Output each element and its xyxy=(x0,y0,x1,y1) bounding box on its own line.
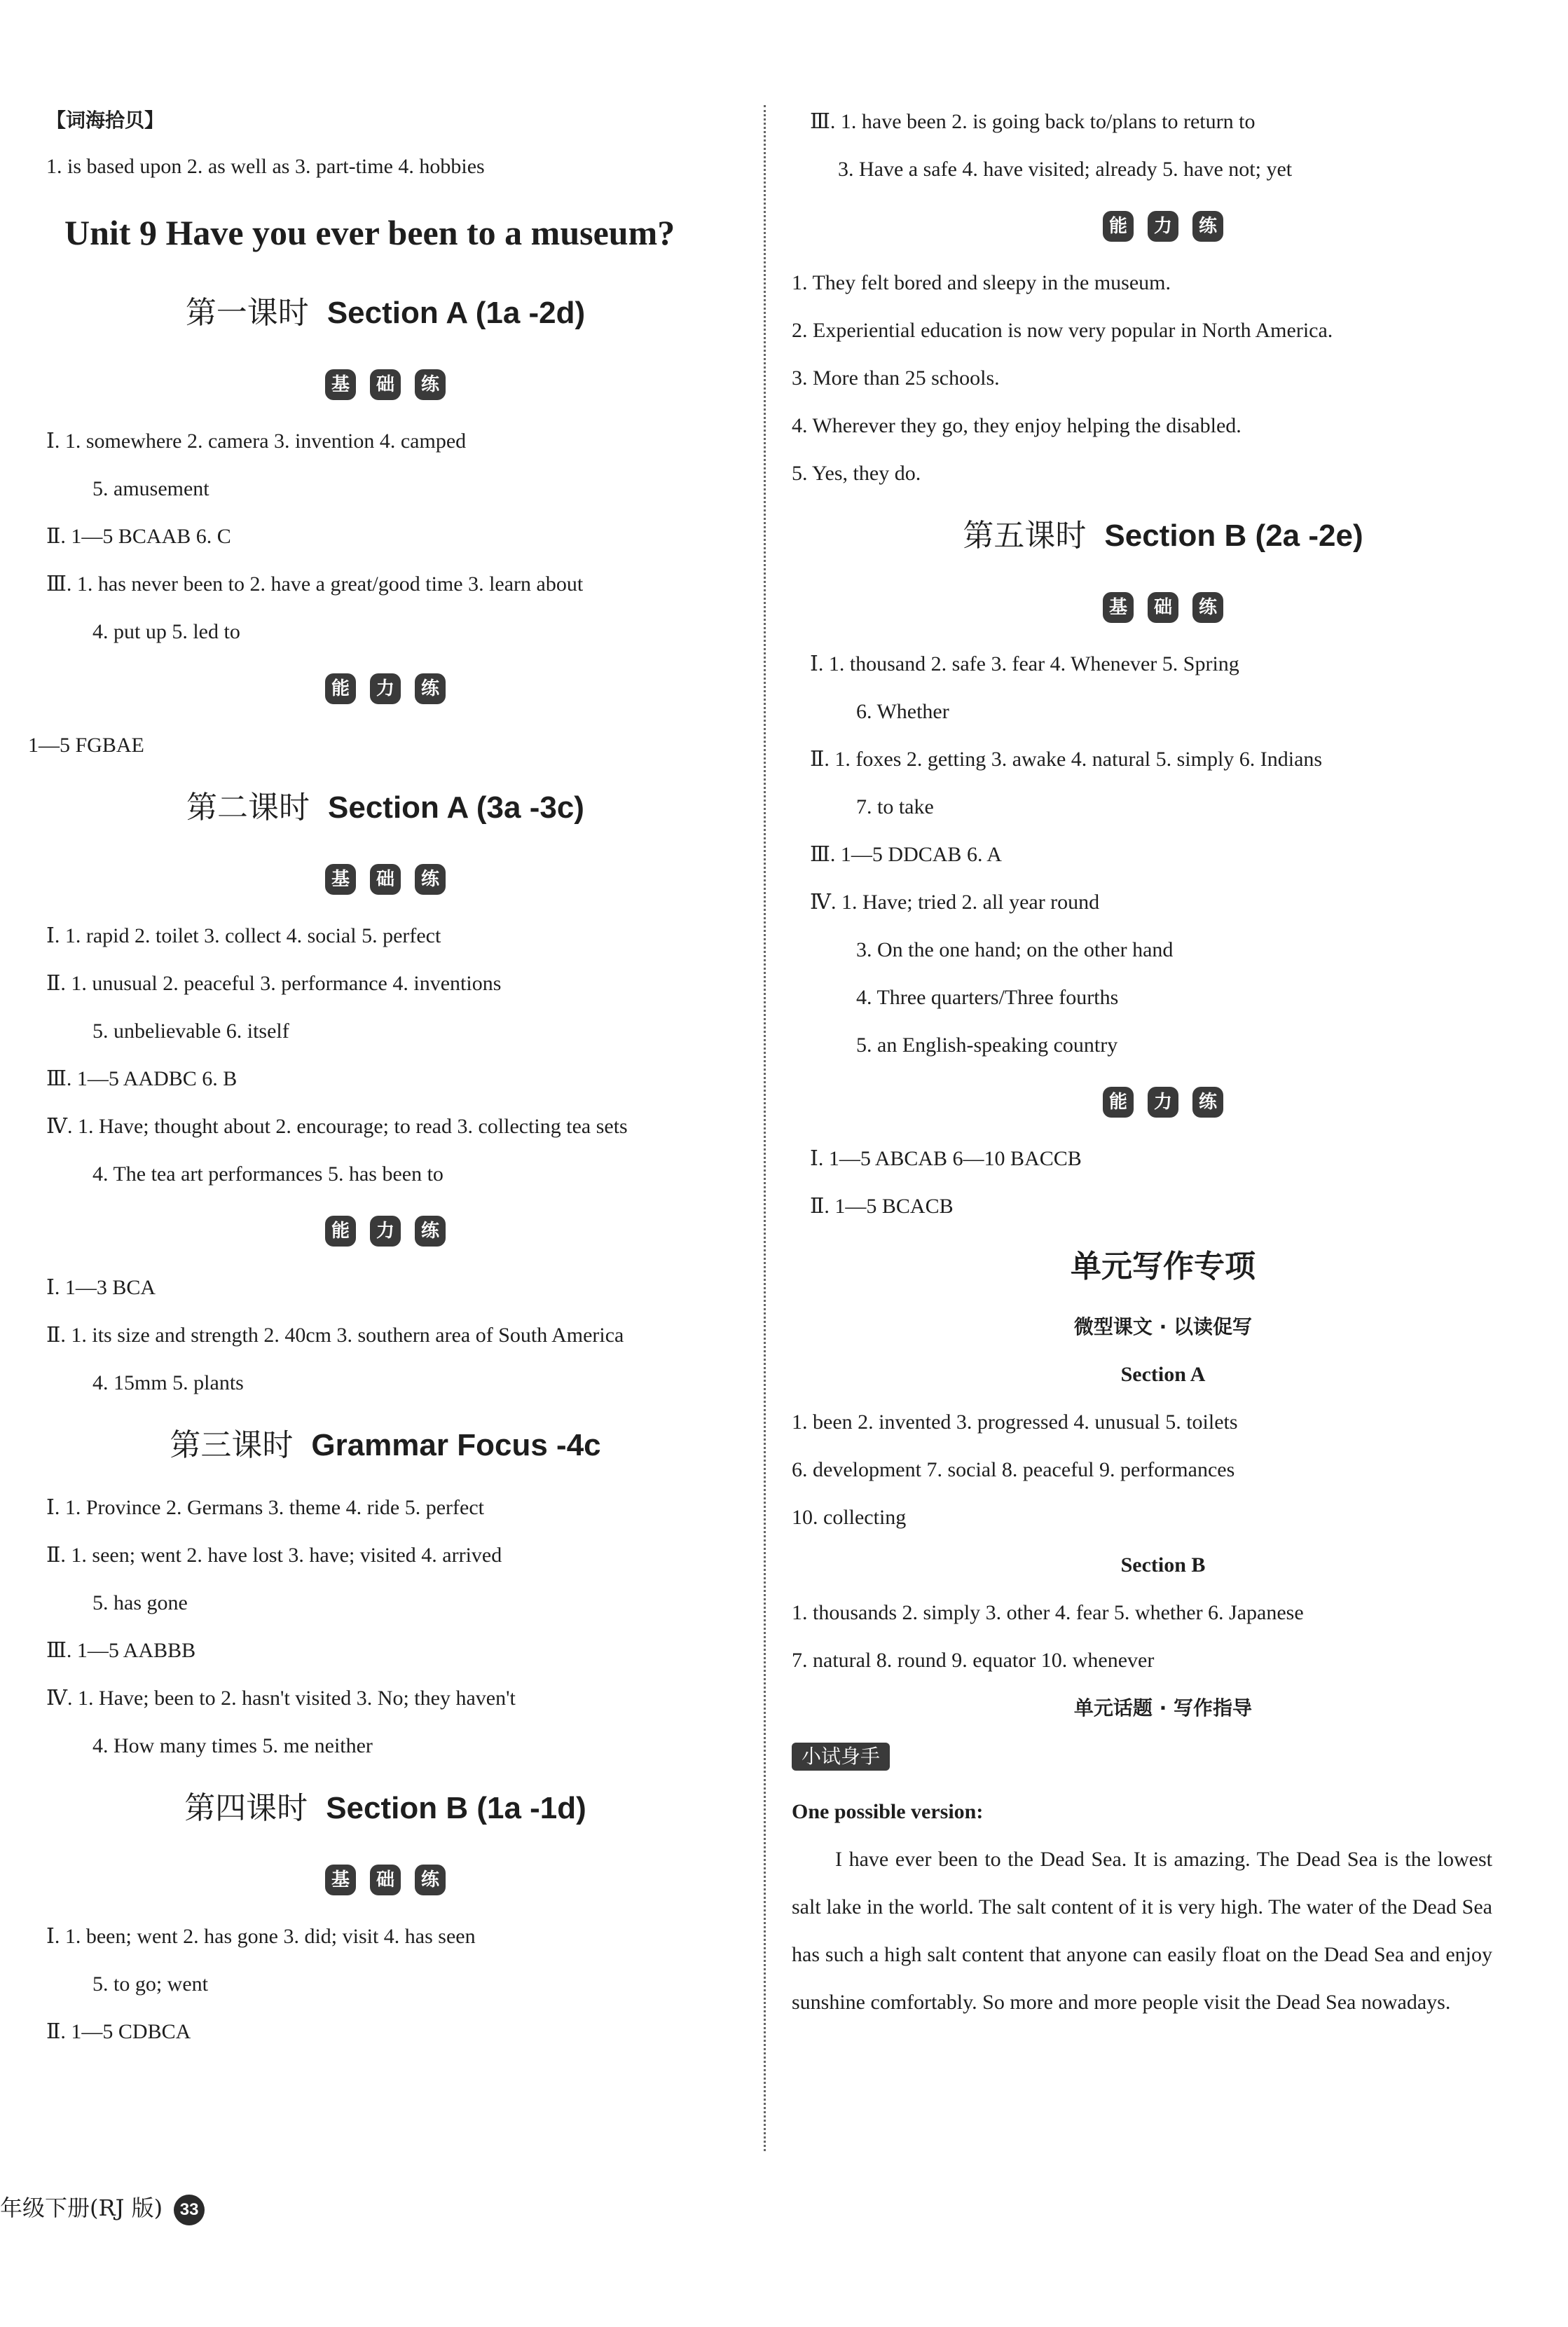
badge-char: 练 xyxy=(1192,211,1223,242)
answer-line: Ⅰ. 1—3 BCA xyxy=(46,1276,156,1299)
answer-line: 1. thousands 2. simply 3. other 4. fear 5. whether 6. Japanese xyxy=(792,1601,1304,1624)
lesson-2-en: Section A (3a -3c) xyxy=(328,790,584,825)
answer-line: Ⅰ. 1. somewhere 2. camera 3. invention 4. camped xyxy=(46,430,467,453)
answer-line: 4. put up 5. led to xyxy=(92,620,240,643)
badge-char: 练 xyxy=(415,369,446,400)
answer-line: Ⅳ. 1. Have; been to 2. hasn't visited 3. No; they haven't xyxy=(46,1687,516,1710)
answer-line: 4. 15mm 5. plants xyxy=(92,1371,244,1394)
left-column xyxy=(28,98,743,2056)
badge-char: 能 xyxy=(1103,211,1134,242)
version-label: One possible version: xyxy=(792,1800,984,1823)
badge-char: 力 xyxy=(370,1216,401,1247)
badge-char: 练 xyxy=(1192,1087,1223,1118)
basic-practice-badge xyxy=(28,1847,743,1913)
lesson-2-cn: 第二课时 xyxy=(186,790,310,825)
ability-practice-badge xyxy=(28,656,743,722)
badge-char: 练 xyxy=(415,1216,446,1247)
lesson-1-en: Section A (1a -2d) xyxy=(326,296,586,330)
answer-line: 7. natural 8. round 9. equator 10. whenever xyxy=(792,1649,1155,1672)
lesson-4-en: Section B (1a -1d) xyxy=(326,1791,586,1825)
answer-line: 5. amusement xyxy=(92,477,209,500)
page-footer xyxy=(0,2190,205,2225)
basic-practice-badge xyxy=(28,846,743,912)
answer-line: Ⅲ. 1—5 DDCAB 6. A xyxy=(810,843,1002,866)
answer-line: Ⅱ. 1—5 CDBCA xyxy=(46,2020,191,2043)
sample-paragraph: I have ever been to the Dead Sea. It is amazing. The Dead Sea is the lowest salt lake in the world. The salt content of it is very high. The water of the Dead Sea has such a high salt content that anyone can easily float on the Dead Sea and enjoy sunshine comfortably. So more and more people visit the Dead Sea nowadays. xyxy=(792,1848,1492,2014)
answer-line: 3. More than 25 schools. xyxy=(792,366,1000,390)
answer-line: 7. to take xyxy=(856,795,934,818)
basic-practice-badge xyxy=(792,575,1534,640)
answer-line: Ⅲ. 1. have been 2. is going back to/plans to return to xyxy=(810,110,1256,133)
basic-practice-badge xyxy=(28,352,743,418)
column-divider xyxy=(764,105,766,2151)
badge-char: 力 xyxy=(370,673,401,704)
answer-line: Ⅰ. 1. thousand 2. safe 3. fear 4. Whenever 5. Spring xyxy=(810,652,1239,675)
answer-line: 4. The tea art performances 5. has been to xyxy=(92,1162,443,1186)
answer-line: Ⅰ. 1. Province 2. Germans 3. theme 4. ride 5. perfect xyxy=(46,1496,484,1519)
page-number: 33 xyxy=(174,2195,205,2225)
badge-char: 练 xyxy=(415,673,446,704)
badge-char: 基 xyxy=(325,1865,356,1895)
ability-practice-badge xyxy=(792,1069,1534,1135)
lesson-3-cn: 第三课时 xyxy=(170,1427,294,1463)
lesson-3-title xyxy=(28,1407,743,1484)
answer-line: 4. How many times 5. me neither xyxy=(92,1734,373,1757)
answer-line: Ⅳ. 1. Have; thought about 2. encourage; to read 3. collecting tea sets xyxy=(46,1115,628,1138)
answer-line: 5. unbelievable 6. itself xyxy=(92,1020,289,1043)
section-a-label: Section A xyxy=(1120,1363,1206,1386)
answer-line: 4. Three quarters/Three fourths xyxy=(856,986,1119,1009)
badge-char: 础 xyxy=(1148,592,1178,623)
answer-line: Ⅲ. 1. has never been to 2. have a great/good time 3. learn about xyxy=(46,572,584,596)
answer-line: Ⅰ. 1. been; went 2. has gone 3. did; visit 4. has seen xyxy=(46,1925,476,1948)
lesson-5-en: Section B (2a -2e) xyxy=(1104,519,1363,553)
badge-char: 础 xyxy=(370,369,401,400)
badge-char: 基 xyxy=(1103,592,1134,623)
writing-sub1: 微型课文 · 以读促写 xyxy=(1073,1315,1253,1338)
lesson-5-title xyxy=(792,497,1534,575)
answer-line: 1. been 2. invented 3. progressed 4. unusual 5. toilets xyxy=(792,1410,1238,1434)
answer-line: Ⅱ. 1—5 BCACB xyxy=(810,1195,954,1218)
answer-line: Ⅰ. 1. rapid 2. toilet 3. collect 4. social 5. perfect xyxy=(46,924,441,947)
answer-line: 1. They felt bored and sleepy in the museum. xyxy=(792,271,1171,294)
lesson-5-cn: 第五课时 xyxy=(963,518,1087,554)
writing-sub2: 单元话题 · 写作指导 xyxy=(1073,1696,1253,1719)
answer-line: 3. On the one hand; on the other hand xyxy=(856,938,1174,961)
footer-text: 年级下册(RJ 版) xyxy=(0,2195,163,2221)
lesson-3-en: Grammar Focus -4c xyxy=(311,1428,601,1462)
vocab-title: 【词海拾贝】 xyxy=(46,109,165,131)
answer-line: 3. Have a safe 4. have visited; already 5. have not; yet xyxy=(838,158,1293,181)
lesson-1-title xyxy=(28,275,743,352)
badge-char: 力 xyxy=(1148,1087,1178,1118)
answer-line: Ⅱ. 1. unusual 2. peaceful 3. performance 4. inventions xyxy=(46,972,502,995)
badge-char: 练 xyxy=(415,864,446,895)
answer-line: Ⅱ. 1. seen; went 2. have lost 3. have; visited 4. arrived xyxy=(46,1544,502,1567)
answer-line: Ⅳ. 1. Have; tried 2. all year round xyxy=(810,891,1100,914)
section-b-label: Section B xyxy=(1120,1553,1206,1577)
answer-line: 10. collecting xyxy=(792,1506,907,1529)
badge-char: 基 xyxy=(325,369,356,400)
answer-line: 6. Whether xyxy=(856,700,949,723)
lesson-1-cn: 第一课时 xyxy=(185,295,309,331)
answer-line: Ⅲ. 1—5 AABBB xyxy=(46,1639,196,1662)
lesson-2-title xyxy=(28,769,743,846)
answer-line: 1—5 FGBAE xyxy=(28,734,144,757)
answer-line: Ⅱ. 1—5 BCAAB 6. C xyxy=(46,525,231,548)
tag-row xyxy=(792,1732,1534,1788)
badge-char: 基 xyxy=(325,864,356,895)
answer-line: 4. Wherever they go, they enjoy helping the disabled. xyxy=(792,414,1242,437)
vocab-answers: 1. is based upon 2. as well as 3. part-time 4. hobbies xyxy=(46,155,485,178)
answer-line: Ⅲ. 1—5 AADBC 6. B xyxy=(46,1067,238,1090)
answer-line: Ⅱ. 1. foxes 2. getting 3. awake 4. natural 5. simply 6. Indians xyxy=(810,748,1323,771)
answer-line: 5. to go; went xyxy=(92,1972,208,1996)
badge-char: 能 xyxy=(325,1216,356,1247)
answer-line: 5. an English-speaking country xyxy=(856,1034,1118,1057)
answer-line: 6. development 7. social 8. peaceful 9. performances xyxy=(792,1458,1235,1481)
answer-line: Ⅱ. 1. its size and strength 2. 40cm 3. southern area of South America xyxy=(46,1324,624,1347)
badge-char: 能 xyxy=(1103,1087,1134,1118)
lesson-4-cn: 第四课时 xyxy=(184,1790,308,1826)
lesson-4-title xyxy=(28,1770,743,1847)
answer-line: Ⅰ. 1—5 ABCAB 6—10 BACCB xyxy=(810,1147,1082,1170)
badge-char: 力 xyxy=(1148,211,1178,242)
try-it-tag: 小试身手 xyxy=(792,1743,890,1771)
answer-line: 5. has gone xyxy=(92,1591,188,1614)
badge-char: 练 xyxy=(1192,592,1223,623)
badge-char: 练 xyxy=(415,1865,446,1895)
badge-char: 础 xyxy=(370,864,401,895)
ability-practice-badge xyxy=(792,193,1534,259)
answer-line: 2. Experiential education is now very popular in North America. xyxy=(792,319,1333,342)
writing-title: 单元写作专项 xyxy=(1071,1249,1256,1284)
badge-char: 础 xyxy=(370,1865,401,1895)
unit-title: Unit 9 Have you ever been to a museum? xyxy=(64,213,675,252)
ability-practice-badge xyxy=(28,1198,743,1264)
badge-char: 能 xyxy=(325,673,356,704)
right-column xyxy=(792,98,1534,2026)
answer-line: 5. Yes, they do. xyxy=(792,462,921,485)
